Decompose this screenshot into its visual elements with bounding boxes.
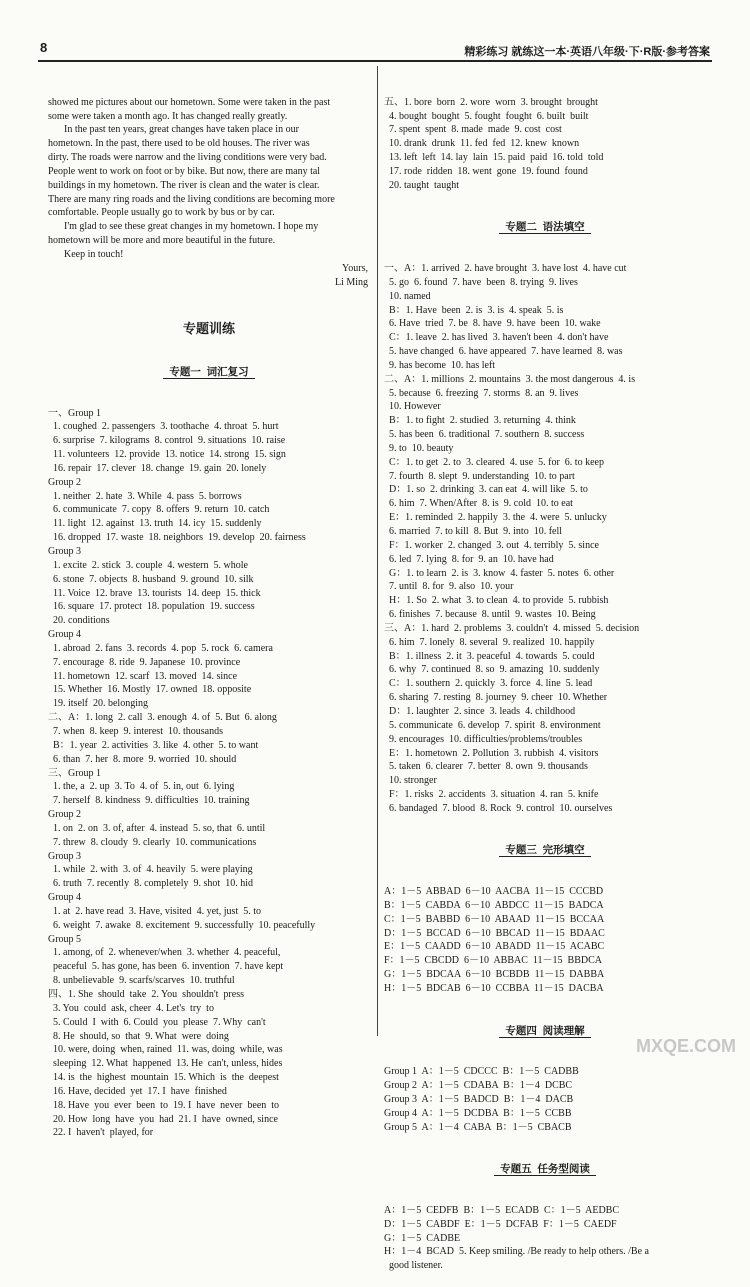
answer-line: 7. encourage 8. ride 9. Japanese 10. province	[48, 656, 241, 668]
letter-line: I'm glad to see these great changes in my hometown. I hope my	[64, 221, 319, 233]
answer-line: 6. weight 7. awake 8. excitement 9. successfully 10. peacefully	[48, 919, 316, 931]
section-heading-cloze-text: 专题三 完形填空	[499, 844, 590, 857]
answer-line: 16. dropped 17. waste 18. neighbors 19. develop 20. fairness	[48, 532, 306, 544]
answer-line: Group 4 A：1－5 DCDBA B：1－5 CCBB	[384, 1107, 572, 1119]
answer-line: 6. communicate 7. copy 8. offers 9. return 10. catch	[48, 504, 270, 516]
answer-line: G：1－5 BDCAA 6－10 BCBDB 11－15 DABBA	[384, 969, 605, 981]
answer-line: 11. volunteers 12. provide 13. notice 14. strong 15. sign	[48, 449, 286, 461]
answer-line: 5. taken 6. clearer 7. better 8. own 9. thousands	[384, 761, 588, 773]
section-heading-task-text: 专题五 任务型阅读	[494, 1163, 596, 1176]
answer-line: 5. have changed 6. have appeared 7. have learned 8. was	[384, 346, 623, 358]
answer-line: 6. why 7. continued 8. so 9. amazing 10. suddenly	[384, 664, 600, 676]
answer-line: 9. to 10. beauty	[384, 442, 454, 454]
header-rule	[38, 60, 712, 62]
answer-line: B：1. illness 2. it 3. peaceful 4. towards 5. could	[384, 650, 595, 662]
answer-line: H：1－5 BDCAB 6－10 CCBBA 11－15 DACBA	[384, 983, 604, 994]
answer-line: 二、A：1. long 2. call 3. enough 4. of 5. But 6. along	[48, 712, 277, 724]
header-title: 精彩练习 就练这一本·英语八年级·下·R版·参考答案	[464, 46, 710, 58]
answer-line: H：1－4 BCAD 5. Keep smiling. /Be ready to help others. /Be a	[384, 1246, 649, 1258]
answer-line: B：1－5 CABDA 6－10 ABDCC 11－15 BADCA	[384, 899, 604, 911]
left-column	[48, 68, 370, 1154]
column-divider	[377, 66, 378, 1036]
answer-line: Group 2	[48, 809, 82, 821]
answer-line: 1. at 2. have read 3. Have, visited 4. yet, just 5. to	[48, 905, 262, 917]
answer-line: 5. because 6. freezing 7. storms 8. an 9. lives	[384, 387, 579, 399]
letter-line: There are many ring roads and the living conditions are becoming more	[48, 193, 335, 205]
section-heading-vocab-text: 专题一 词汇复习	[163, 366, 254, 379]
answer-line: 10. named	[384, 290, 431, 302]
answer-line: 20. taught taught	[384, 179, 459, 191]
answer-line: 6. sharing 7. resting 8. journey 9. cheer 10. Whether	[384, 692, 608, 704]
answer-line: C：1. southern 2. quickly 3. force 4. line 5. lead	[384, 678, 593, 690]
answer-line: A：1－5 CEDFB B：1－5 ECADB C：1－5 AEDBC	[384, 1204, 620, 1216]
reading-answers	[384, 1065, 706, 1134]
answer-line: peaceful 5. has gone, has been 6. invention 7. have kept	[48, 961, 284, 973]
task-answers	[384, 1204, 706, 1273]
answer-line: E：1－5 CAADD 6－10 ABADD 11－15 ACABC	[384, 941, 605, 953]
answer-line: Group 3 A：1－5 BADCD B：1－4 DACB	[384, 1093, 574, 1105]
answer-line: 11. Voice 12. brave 13. tourists 14. deep 15. thick	[48, 587, 261, 599]
section-heading-grammar	[384, 220, 706, 234]
answer-line: Group 5 A：1－4 CABA B：1－5 CBACB	[384, 1121, 572, 1133]
answer-line: 17. rode ridden 18. went gone 19. found found	[384, 165, 588, 177]
answer-line: Group 2 A：1－5 CDABA B：1－4 DCBC	[384, 1080, 573, 1092]
watermark: MXQE.COM	[635, 1036, 736, 1056]
answer-line: Group 1 A：1－5 CDCCC B：1－5 CADBB	[384, 1066, 579, 1078]
main-heading: 专题训练	[182, 321, 235, 337]
answer-line: 三、Group 1	[48, 767, 102, 779]
answer-line: 6. married 7. to kill 8. But 9. into 10. fell	[384, 526, 563, 537]
answer-line: C：1. to get 2. to 3. cleared 4. use 5. for 6. to keep	[384, 456, 604, 468]
answer-line: 1. neither 2. hate 3. While 4. pass 5. borrows	[48, 490, 242, 502]
answer-line: 5. Could I with 6. Could you please 7. Why can't	[48, 1016, 266, 1028]
answer-line: D：1. laughter 2. since 3. leads 4. childhood	[384, 705, 576, 717]
letter-body	[48, 96, 370, 290]
answer-line: 6. finishes 7. because 8. until 9. wastes 10. Being	[384, 609, 596, 621]
letter-line: hometown will be more and more beautiful in the future.	[48, 235, 276, 247]
answer-line: 1. among, of 2. whenever/when 3. whether 4. peaceful,	[48, 947, 281, 959]
answer-line: Group 4	[48, 892, 82, 904]
answer-line: 5. has been 6. traditional 7. southern 8. success	[384, 429, 585, 441]
answer-line: H：1. So 2. what 3. to clean 4. to provide 5. rubbish	[384, 595, 609, 607]
answer-line: G：1. to learn 2. is 3. know 4. faster 5. notes 6. other	[384, 567, 615, 579]
answer-line: 19. itself 20. belonging	[48, 698, 148, 710]
answer-line: C：1. leave 2. has lived 3. haven't been 4. don't have	[384, 332, 609, 344]
letter-line: dirty. The roads were narrow and the living conditions were very bad.	[48, 152, 327, 164]
answer-line: 9. encourages 10. difficulties/problems/troubles	[384, 733, 583, 745]
answer-line: 1. coughed 2. passengers 3. toothache 4. throat 5. hurt	[48, 421, 279, 433]
answer-line: Group 5	[48, 933, 82, 945]
letter-line: hometown. In the past, there used to be old houses. The river was	[48, 138, 310, 150]
answer-line: Group 2	[48, 476, 82, 488]
answer-line: 一、A：1. arrived 2. have brought 3. have lost 4. have cut	[384, 262, 627, 274]
answer-line: sleeping 12. What happened 13. He can't, unless, hides	[48, 1058, 283, 1070]
letter-line: In the past ten years, great changes have taken place in our	[64, 124, 299, 136]
answer-line: 6. led 7. lying 8. for 9. an 10. have had	[384, 553, 554, 565]
answer-line: 1. the, a 2. up 3. To 4. of 5. in, out 6. lying	[48, 781, 235, 793]
answer-line: 11. light 12. against 13. truth 14. icy 15. suddenly	[48, 518, 262, 530]
cloze-answers	[384, 885, 706, 996]
answer-line: 6. stone 7. objects 8. husband 9. ground 10. silk	[48, 573, 254, 585]
answer-line: 6. bandaged 7. blood 8. Rock 9. control 10. ourselves	[384, 802, 613, 814]
letter-line: Yours,	[342, 262, 368, 274]
answer-line: 5. communicate 6. develop 7. spirit 8. environment	[384, 719, 601, 731]
answer-line: 16. repair 17. clever 18. change 19. gain 20. lonely	[48, 462, 267, 474]
answer-line: 6. than 7. her 8. more 9. worried 10. should	[48, 753, 237, 765]
answer-line: G：1－5 CADBE	[384, 1232, 461, 1244]
answer-line: 7. threw 8. cloudy 9. clearly 10. communications	[48, 836, 257, 848]
answer-line: 五、1. bore born 2. wore worn 3. brought brought	[384, 96, 598, 108]
answer-line: 7. herself 8. kindness 9. difficulties 10. training	[48, 795, 250, 807]
answer-line: B：1. to fight 2. studied 3. returning 4. think	[384, 415, 576, 427]
answer-line: 20. How long have you had 21. I have owned, since	[48, 1113, 278, 1125]
answer-line: F：1. risks 2. accidents 3. situation 4. ran 5. knife	[384, 789, 599, 801]
answer-line: D：1－5 CABDF E：1－5 DCFAB F：1－5 CAEDF	[384, 1218, 617, 1230]
letter-line: comfortable. People usually go to work by bus or by car.	[48, 207, 275, 219]
answer-line: C：1－5 BABBD 6－10 ABAAD 11－15 BCCAA	[384, 913, 605, 925]
answer-line: good listener.	[384, 1260, 443, 1272]
letter-line: some were taken a month ago. It has changed really greatly.	[48, 110, 288, 122]
answer-line: Group 3	[48, 546, 82, 557]
letter-line: Keep in touch!	[64, 248, 124, 260]
answer-line: 四、1. She should take 2. You shouldn't press	[48, 989, 244, 1000]
section-heading-vocab	[48, 365, 370, 379]
answer-line: B：1. year 2. activities 3. like 4. other 5. to want	[48, 739, 259, 751]
answer-line: D：1－5 BCCAD 6－10 BBCAD 11－15 BDAAC	[384, 927, 605, 939]
answer-line: 13. left left 14. lay lain 15. paid paid 16. told told	[384, 152, 604, 164]
answer-line: 15. Whether 16. Mostly 17. owned 18. opposite	[48, 684, 252, 696]
letter-line: buildings in my hometown. The river is clean and the water is clear.	[48, 179, 320, 191]
answer-line: 1. on 2. on 3. of, after 4. instead 5. so, that 6. until	[48, 822, 266, 834]
answer-line: 16. Have, decided yet 17. I have finished	[48, 1085, 227, 1097]
answer-line: 6. surprise 7. kilograms 8. control 9. situations 10. raise	[48, 435, 286, 447]
verb-forms	[384, 96, 706, 193]
answer-line: 6. Have tried 7. be 8. have 9. have been 10. wake	[384, 318, 601, 330]
answer-line: 14. is the highest mountain 15. Which is the deepest	[48, 1072, 279, 1084]
answer-line: 7. until 8. for 9. also 10. your	[384, 581, 514, 593]
section-heading-reading-text: 专题四 阅读理解	[499, 1025, 590, 1038]
answer-line: Group 3	[48, 850, 82, 862]
answer-line: B：1. Have been 2. is 3. is 4. speak 5. is	[384, 304, 564, 316]
answer-line: 7. when 8. keep 9. interest 10. thousands	[48, 725, 223, 737]
section-heading-task	[384, 1162, 706, 1176]
answer-line: 一、Group 1	[48, 407, 102, 419]
answer-line: 22. I haven't played, for	[48, 1127, 154, 1139]
answer-line: Group 4	[48, 629, 82, 641]
answer-line: 6. him 7. lonely 8. several 9. realized 10. happily	[384, 636, 595, 648]
answer-line: 10. drank drunk 11. fed fed 12. knew known	[384, 138, 580, 150]
vocab-answers	[48, 407, 370, 1141]
answer-line: D：1. so 2. drinking 3. can eat 4. will like 5. to	[384, 484, 588, 496]
answer-line: 11. hometown 12. scarf 13. moved 14. since	[48, 670, 238, 682]
answer-line: 1. while 2. with 3. of 4. heavily 5. were playing	[48, 864, 253, 876]
answer-line: F：1. worker 2. changed 3. out 4. terribly 5. since	[384, 539, 599, 551]
answer-line: 1. excite 2. stick 3. couple 4. western 5. whole	[48, 559, 248, 571]
answer-line: 10. were, doing when, rained 11. was, doing while, was	[48, 1044, 283, 1056]
answer-line: E：1. hometown 2. Pollution 3. rubbish 4. visitors	[384, 747, 599, 759]
section-heading-grammar-text: 专题二 语法填空	[499, 221, 590, 234]
answer-line: 6. truth 7. recently 8. completely 9. shot 10. hid	[48, 878, 253, 890]
answer-line: 20. conditions	[48, 615, 110, 627]
letter-line: People went to work on foot or by bike. But now, there are many tal	[48, 165, 321, 177]
answer-line: 8. He should, so that 9. What were doing	[48, 1030, 229, 1042]
answer-line: 7. fourth 8. slept 9. understanding 10. to part	[384, 470, 575, 482]
answer-line: 1. abroad 2. fans 3. records 4. pop 5. rock 6. camera	[48, 642, 273, 654]
page-number: 8	[40, 40, 48, 55]
grammar-answers	[384, 262, 706, 816]
letter-line: Li Ming	[334, 276, 368, 288]
answer-line: 3. You could ask, cheer 4. Let's try to	[48, 1002, 214, 1014]
answer-line: 5. go 6. found 7. have been 8. trying 9. lives	[384, 276, 578, 288]
answer-line: 9. has become 10. has left	[384, 359, 496, 371]
answer-line: 4. bought bought 5. fought fought 6. built built	[384, 110, 589, 122]
answer-line: 10. However	[384, 401, 441, 413]
right-column	[384, 68, 706, 1287]
answer-line: A：1－5 ABBAD 6－10 AACBA 11－15 CCCBD	[384, 886, 604, 898]
answer-line: 二、A：1. millions 2. mountains 3. the most dangerous 4. is	[384, 373, 636, 385]
answer-line: 18. Have you ever been to 19. I have never been to	[48, 1099, 280, 1111]
letter-line: showed me pictures about our hometown. Some were taken in the past	[48, 96, 331, 108]
answer-line: 6. him 7. When/After 8. is 9. cold 10. to eat	[384, 498, 573, 510]
answer-line: E：1. reminded 2. happily 3. the 4. were 5. unlucky	[384, 512, 607, 524]
answer-line: 三、A：1. hard 2. problems 3. couldn't 4. missed 5. decision	[384, 622, 640, 634]
answer-line: 8. unbelievable 9. scarfs/scarves 10. truthful	[48, 975, 235, 987]
section-heading-cloze	[384, 843, 706, 857]
answer-line: 16. square 17. protect 18. population 19. success	[48, 601, 255, 613]
answer-line: F：1－5 CBCDD 6－10 ABBAC 11－15 BBDCA	[384, 955, 602, 967]
answer-line: 10. stronger	[384, 775, 437, 787]
answer-line: 7. spent spent 8. made made 9. cost cost	[384, 124, 562, 136]
